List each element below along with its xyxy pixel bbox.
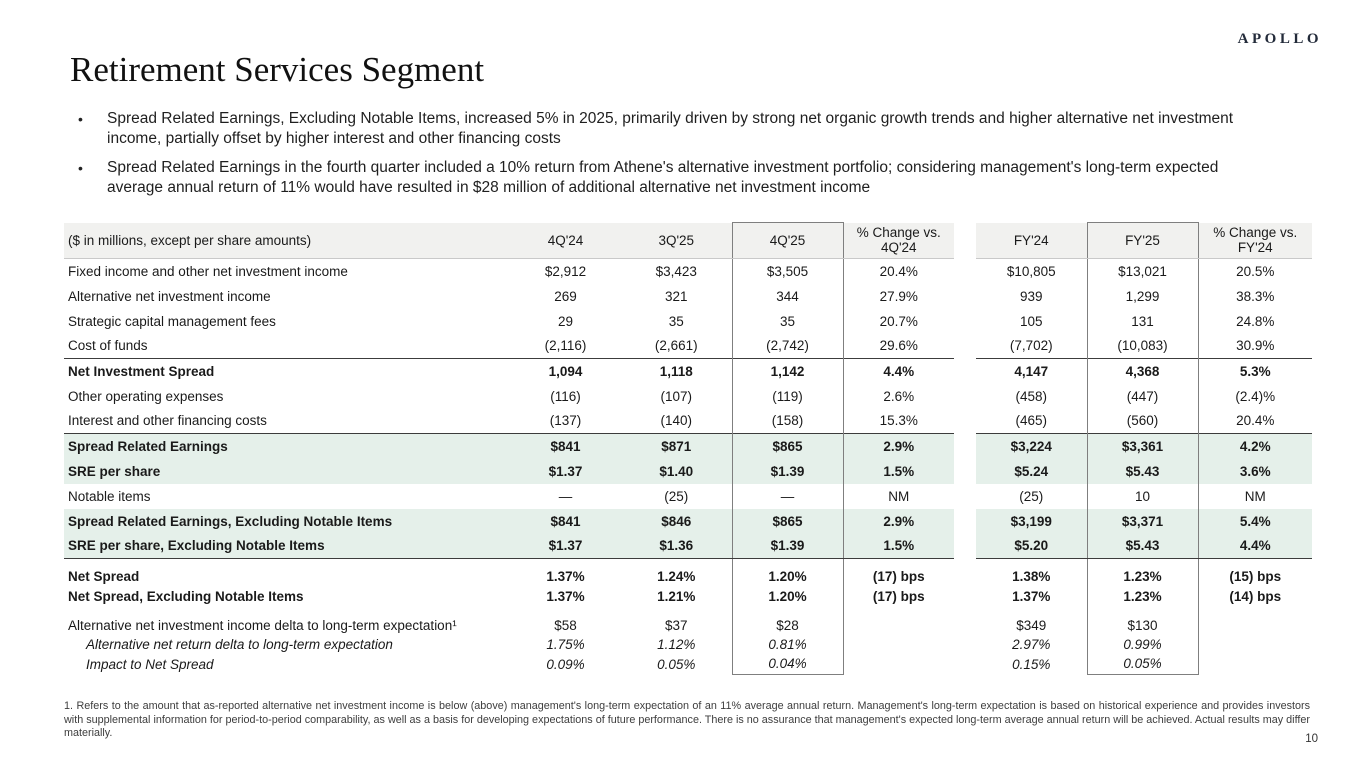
cell-4q25: $865 [732,434,843,459]
bullet-item [78,158,1268,198]
row-label: Spread Related Earnings, Excluding Notable Items [64,509,510,534]
cell-fy24: 2.97% [1012,636,1051,652]
column-gap [954,309,976,334]
column-gap [954,609,976,634]
row-label: Spread Related Earnings [64,434,510,459]
cell-pct-change-fy: 38.3% [1236,288,1275,304]
column-gap [954,359,976,384]
cell-fy24: $3,224 [976,434,1087,459]
cell-4q24: 0.09% [546,656,585,672]
bullet-marker: • [78,111,83,127]
column-gap [954,509,976,534]
cell-fy25: $130 [1087,609,1198,634]
bullet-text: Spread Related Earnings in the fourth quarter included a 10% return from Athene's alternative investment portfolio; considering management's long-term expected average annual return of 11% would have resulted in $28 million of additional alternative net investment income [107,159,1219,196]
table-row [64,434,1312,459]
cell-4q25: (119) [732,384,843,409]
cell-3q25: $871 [621,434,732,459]
table-body [64,259,1312,675]
cell-pct-change-q [843,609,954,634]
apollo-logo: APOLLO [1237,31,1322,47]
row-label: Net Spread, Excluding Notable Items [68,589,304,604]
table-row [64,534,1312,559]
cell-fy24: (7,702) [1009,338,1053,354]
cell-3q25: (25) [664,488,689,504]
cell-pct-change-q: 1.5% [843,459,954,484]
cell-pct-change-fy: 3.6% [1198,459,1312,484]
cell-pct-change-fy: 20.4% [1236,413,1275,429]
table-row [64,509,1312,534]
cell-pct-change-fy: 30.9% [1236,338,1275,354]
page-number: 10 [1305,733,1318,745]
cell-3q25: $846 [621,509,732,534]
table-row [64,484,1312,509]
cell-3q25: 0.05% [657,656,696,672]
cell-fy25: (447) [1087,384,1198,409]
row-label: Alternative net return delta to long-term expectation [86,636,393,652]
cell-fy25: 0.05% [1087,654,1198,674]
table-header-row [64,223,1312,259]
cell-4q25: $1.39 [732,534,843,559]
col-header-pct-change-q: % Change vs. 4Q'24 [843,223,954,259]
cell-4q24: 269 [554,288,577,304]
cell-pct-change-q: NM [888,488,910,504]
table-row [64,634,1312,654]
column-gap [954,459,976,484]
cell-4q25: — [732,484,843,509]
row-label: Net Spread [68,569,140,584]
cell-pct-change-q [843,634,954,654]
cell-pct-change-q: 2.6% [883,388,915,404]
table-row [64,359,1312,384]
cell-fy24: $5.24 [976,459,1087,484]
column-gap [954,384,976,409]
col-header-fy24: FY'24 [976,223,1087,259]
cell-pct-change-q [843,654,954,674]
cell-4q24: $58 [554,618,577,633]
cell-fy25: 10 [1087,484,1198,509]
cell-4q25: 1.20% [732,559,843,585]
cell-pct-change-fy: (2.4)% [1235,388,1276,404]
cell-fy25: 1.23% [1087,559,1198,585]
cell-4q25: $28 [732,609,843,634]
cell-4q24: $841 [510,509,621,534]
column-gap [954,584,976,609]
cell-4q24: (116) [550,388,581,404]
cell-3q25: (140) [660,413,692,429]
cell-4q24: $2,912 [544,263,587,279]
cell-3q25: $1.40 [621,459,732,484]
cell-fy25: $5.43 [1087,534,1198,559]
cell-pct-change-q: 20.7% [879,313,918,329]
table-row [64,609,1312,634]
cell-3q25: $3,423 [655,263,697,279]
cell-4q24: $841 [510,434,621,459]
cell-fy24: 0.15% [1012,656,1051,672]
bullet-list [78,109,1268,207]
cell-4q25: $865 [732,509,843,534]
cell-pct-change-fy: 4.4% [1198,534,1312,559]
cell-4q24: $1.37 [510,534,621,559]
table-row [64,459,1312,484]
cell-pct-change-q: (17) bps [872,569,925,584]
cell-4q24: $1.37 [510,459,621,484]
cell-3q25: (107) [660,388,692,404]
table-row [64,559,1312,585]
row-label: Notable items [68,488,151,504]
table-row [64,284,1312,309]
cell-4q25: $1.39 [732,459,843,484]
cell-fy25: $13,021 [1087,259,1198,284]
cell-fy24: (465) [1015,413,1047,429]
cell-fy24: (25) [1019,488,1044,504]
col-header-fy25: FY'25 [1087,223,1198,259]
table-header [64,223,1312,259]
cell-pct-change-q: 29.6% [879,338,918,354]
column-gap [954,634,976,654]
row-label: SRE per share, Excluding Notable Items [64,534,510,559]
cell-4q25: 0.04% [732,654,843,674]
row-label: SRE per share [64,459,510,484]
row-label: Net Investment Spread [64,359,510,384]
cell-pct-change-q: (17) bps [872,589,925,604]
row-label: Cost of funds [68,338,148,354]
column-gap [954,559,976,585]
cell-pct-change-fy: 5.3% [1198,359,1312,384]
cell-4q24: 1.37% [546,589,585,604]
cell-fy24: $3,199 [976,509,1087,534]
cell-4q25: (158) [732,409,843,434]
col-header-3q25: 3Q'25 [621,223,732,259]
cell-fy25: $3,371 [1087,509,1198,534]
cell-pct-change-fy [1198,654,1312,674]
cell-fy25: (560) [1087,409,1198,434]
row-label: Fixed income and other net investment income [68,263,348,279]
cell-4q24: 1,094 [510,359,621,384]
column-gap [954,409,976,434]
cell-fy24: 105 [1019,313,1043,329]
cell-fy25: 131 [1087,309,1198,334]
footnote: 1. Refers to the amount that as-reported alternative net investment income is below (above) management's long-term expectation of an 11% average annual return. Management's long-term expectation is based on historical experience and provides investors with supplemental information for period-to-period comparability, as well as a basis for developing expectations of future performance. There is no assurance that management's expected long-term average annual return will be achieved. Actual results may differ materially. [64,700,1310,739]
cell-fy25: 1.23% [1087,584,1198,609]
cell-4q25: (2,742) [732,334,843,359]
cell-pct-change-fy: (15) bps [1229,569,1282,584]
table-row [64,259,1312,284]
cell-4q25: 35 [732,309,843,334]
cell-3q25: 1.24% [657,569,696,584]
column-gap [954,534,976,559]
cell-fy24: (458) [1015,388,1047,404]
financial-table [64,222,1312,675]
cell-fy24: $349 [1016,618,1047,633]
row-label: Strategic capital management fees [68,313,276,329]
cell-4q24: 29 [557,313,574,329]
table-row [64,309,1312,334]
row-label: Impact to Net Spread [86,656,214,672]
cell-4q24: 1.75% [546,636,585,652]
cell-pct-change-q: 4.4% [843,359,954,384]
column-gap [954,484,976,509]
cell-pct-change-q: 2.9% [843,434,954,459]
cell-4q25: 344 [732,284,843,309]
table-row [64,654,1312,674]
column-gap [954,654,976,674]
cell-pct-change-fy [1198,609,1312,634]
cell-4q24: (137) [549,413,582,429]
cell-3q25: 321 [664,288,688,304]
bullet-item [78,109,1268,149]
column-gap [954,434,976,459]
cell-3q25: $37 [664,618,688,633]
cell-fy25: $5.43 [1087,459,1198,484]
col-header-4q25: 4Q'25 [732,223,843,259]
row-label: Alternative net investment income [68,288,271,304]
col-header-4q24: 4Q'24 [510,223,621,259]
cell-pct-change-q: 27.9% [879,288,918,304]
table-row [64,409,1312,434]
cell-4q24: (2,116) [544,338,587,354]
cell-4q24: 1.37% [546,569,585,584]
cell-pct-change-fy [1198,634,1312,654]
cell-4q25: $3,505 [732,259,843,284]
cell-pct-change-fy: 24.8% [1236,313,1275,329]
cell-pct-change-fy: NM [1244,488,1266,504]
cell-3q25: 1.12% [657,636,696,652]
row-label: Alternative net investment income delta to long-term expectation¹ [68,618,457,633]
cell-3q25: 35 [668,313,684,329]
cell-pct-change-fy: 4.2% [1198,434,1312,459]
cell-pct-change-q: 2.9% [843,509,954,534]
column-gap [954,223,976,259]
row-label: Interest and other financing costs [68,413,267,429]
cell-4q24: — [558,488,573,504]
col-header-pct-change-fy: % Change vs. FY'24 [1198,223,1312,259]
cell-3q25: (2,661) [654,338,698,354]
cell-3q25: $1.36 [621,534,732,559]
cell-pct-change-q: 20.4% [879,263,918,279]
bullet-marker: • [78,160,83,176]
cell-4q25: 1,142 [732,359,843,384]
cell-fy24: 1.38% [1012,569,1051,584]
cell-fy25: 0.99% [1087,634,1198,654]
table-units-label: ($ in millions, except per share amounts) [64,223,510,259]
cell-3q25: 1,118 [621,359,732,384]
cell-3q25: 1.21% [657,589,696,604]
bullet-text: Spread Related Earnings, Excluding Notable Items, increased 5% in 2025, primarily driven by strong net organic growth trends and higher alternative net investment income, partially offset by higher interest and other financing costs [107,110,1234,147]
cell-fy24: 939 [1019,288,1043,304]
cell-pct-change-fy: 20.5% [1236,263,1275,279]
cell-pct-change-q: 1.5% [843,534,954,559]
cell-fy25: 1,299 [1087,284,1198,309]
cell-pct-change-fy: 5.4% [1198,509,1312,534]
cell-fy25: $3,361 [1087,434,1198,459]
column-gap [954,334,976,359]
table-row [64,584,1312,609]
cell-fy24: $10,805 [1006,263,1056,279]
column-gap [954,284,976,309]
table-row [64,334,1312,359]
cell-fy24: 4,147 [976,359,1087,384]
cell-4q25: 1.20% [732,584,843,609]
column-gap [954,259,976,284]
cell-fy24: 1.37% [1012,589,1051,604]
cell-pct-change-q: 15.3% [879,413,918,429]
page-title: Retirement Services Segment [70,50,485,89]
cell-4q25: 0.81% [732,634,843,654]
cell-fy25: (10,083) [1087,334,1198,359]
cell-pct-change-fy: (14) bps [1229,589,1282,604]
row-label: Other operating expenses [68,388,224,404]
cell-fy25: 4,368 [1087,359,1198,384]
table-row [64,384,1312,409]
cell-fy24: $5.20 [976,534,1087,559]
